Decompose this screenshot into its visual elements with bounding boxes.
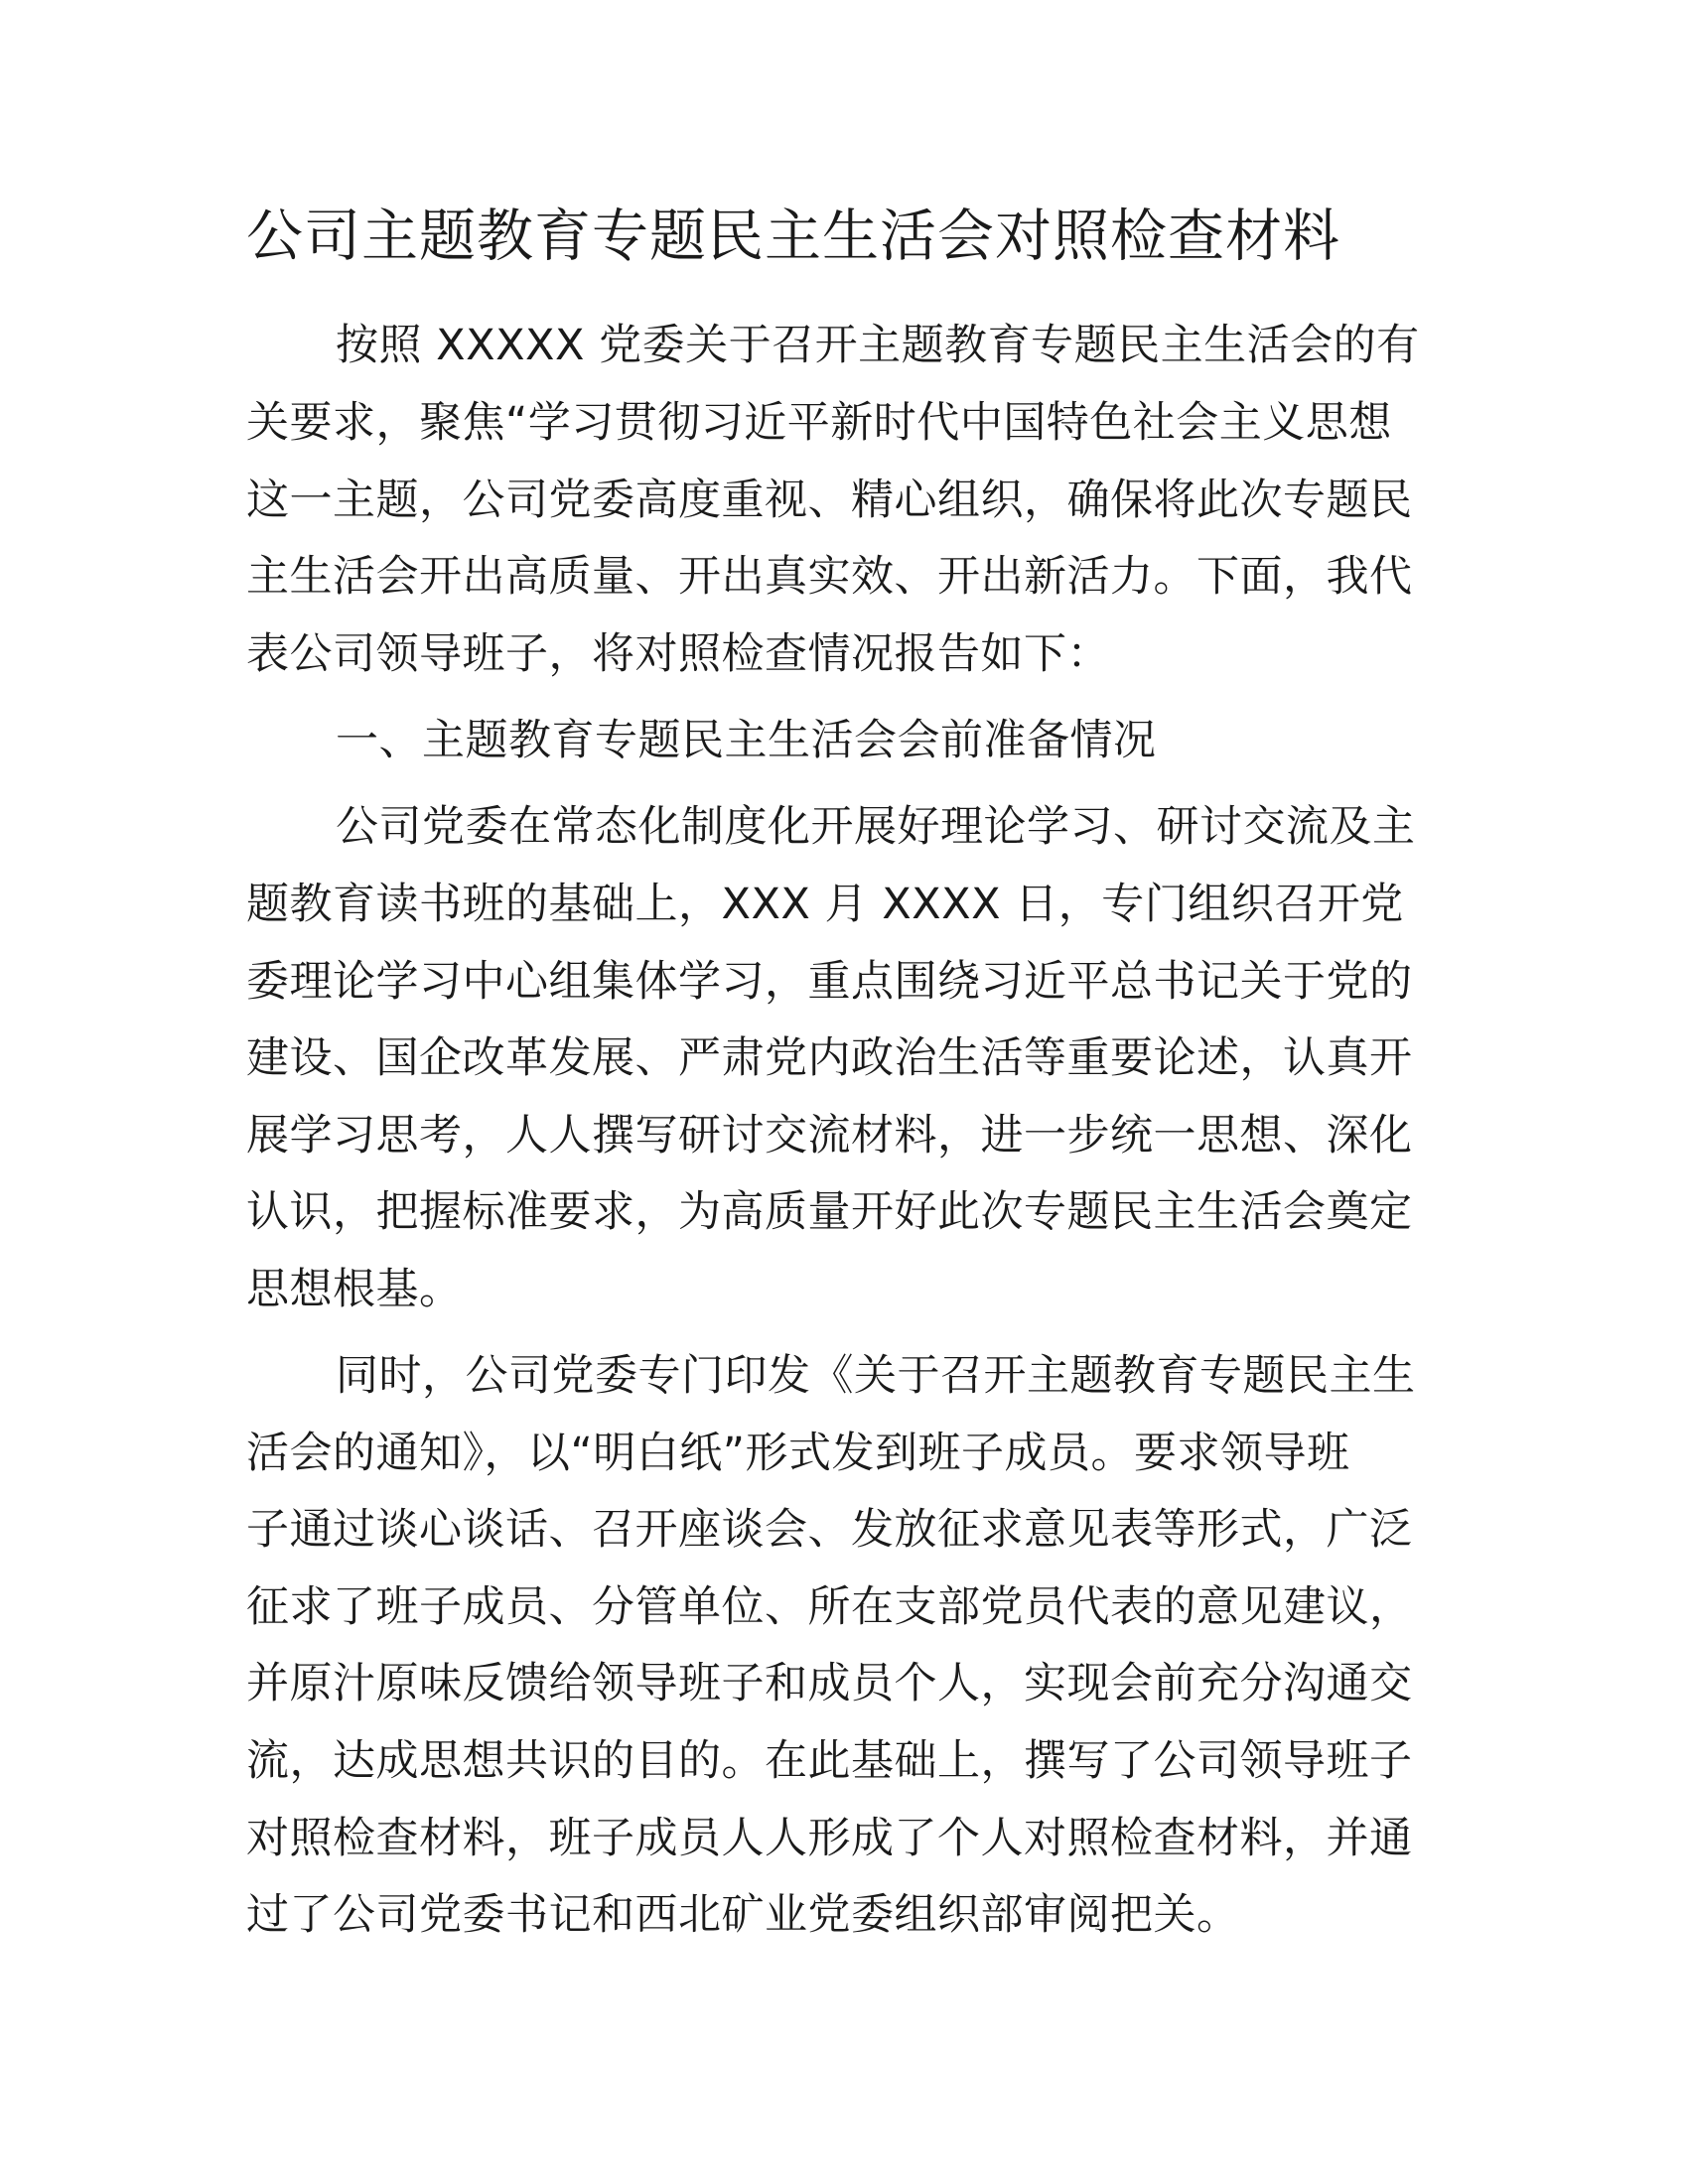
paragraph-4-line-7: 对照检查材料，班子成员人人形成了个人对照检查材料，并通 [246,1814,1413,1863]
paragraph-4-line-5: 并原汁原味反馈给领导班子和成员个人，实现会前充分沟通交 [246,1659,1413,1708]
paragraph-1-line-2: 关要求，聚焦“学习贯彻习近平新时代中国特色社会主义思想 [246,398,1392,448]
document-title: 公司主题教育专题民主生活会对照检查材料 [246,204,1340,269]
paragraph-3-line-1: 公司党委在常态化制度化开展好理论学习、研讨交流及主 [336,802,1416,852]
paragraph-3-line-4: 建设、国企改革发展、严肃党内政治生活等重要论述，认真开 [246,1033,1413,1083]
paragraph-1-line-1: 按照 XXXXX 党委关于召开主题教育专题民主生活会的有 [336,321,1420,370]
paragraph-4-line-8: 过了公司党委书记和西北矿业党委组织部审阅把关。 [246,1890,1240,1940]
paragraph-1-line-3: 这一主题，公司党委高度重视、精心组织，确保将此次专题民 [246,476,1413,525]
paragraph-3-line-3: 委理论学习中心组集体学习，重点围绕习近平总书记关于党的 [246,957,1413,1007]
paragraph-1-line-4: 主生活会开出高质量、开出真实效、开出新活力。下面，我代 [246,552,1413,602]
paragraph-3-line-7: 思想根基。 [246,1265,463,1314]
paragraph-4-line-3: 子通过谈心谈话、召开座谈会、发放征求意见表等形式，广泛 [246,1505,1413,1555]
paragraph-4-line-1: 同时，公司党委专门印发《关于召开主题教育专题民主生 [336,1351,1416,1401]
paragraph-4-line-6: 流，达成思想共识的目的。在此基础上，撰写了公司领导班子 [246,1736,1413,1786]
paragraph-1-line-5: 表公司领导班子，将对照检查情况报告如下： [246,629,1110,679]
paragraph-4-line-4: 征求了班子成员、分管单位、所在支部党员代表的意见建议， [246,1582,1413,1632]
paragraph-4-line-2: 活会的通知》，以“明白纸”形式发到班子成员。要求领导班 [246,1429,1350,1478]
section-heading-1: 一、主题教育专题民主生活会会前准备情况 [336,716,1157,765]
paragraph-3-line-2: 题教育读书班的基础上，XXX 月 XXXX 日，专门组织召开党 [246,880,1404,929]
paragraph-3-line-5: 展学习思考，人人撰写研讨交流材料，进一步统一思想、深化 [246,1111,1413,1160]
paragraph-3-line-6: 认识，把握标准要求，为高质量开好此次专题民主生活会奠定 [246,1187,1413,1237]
